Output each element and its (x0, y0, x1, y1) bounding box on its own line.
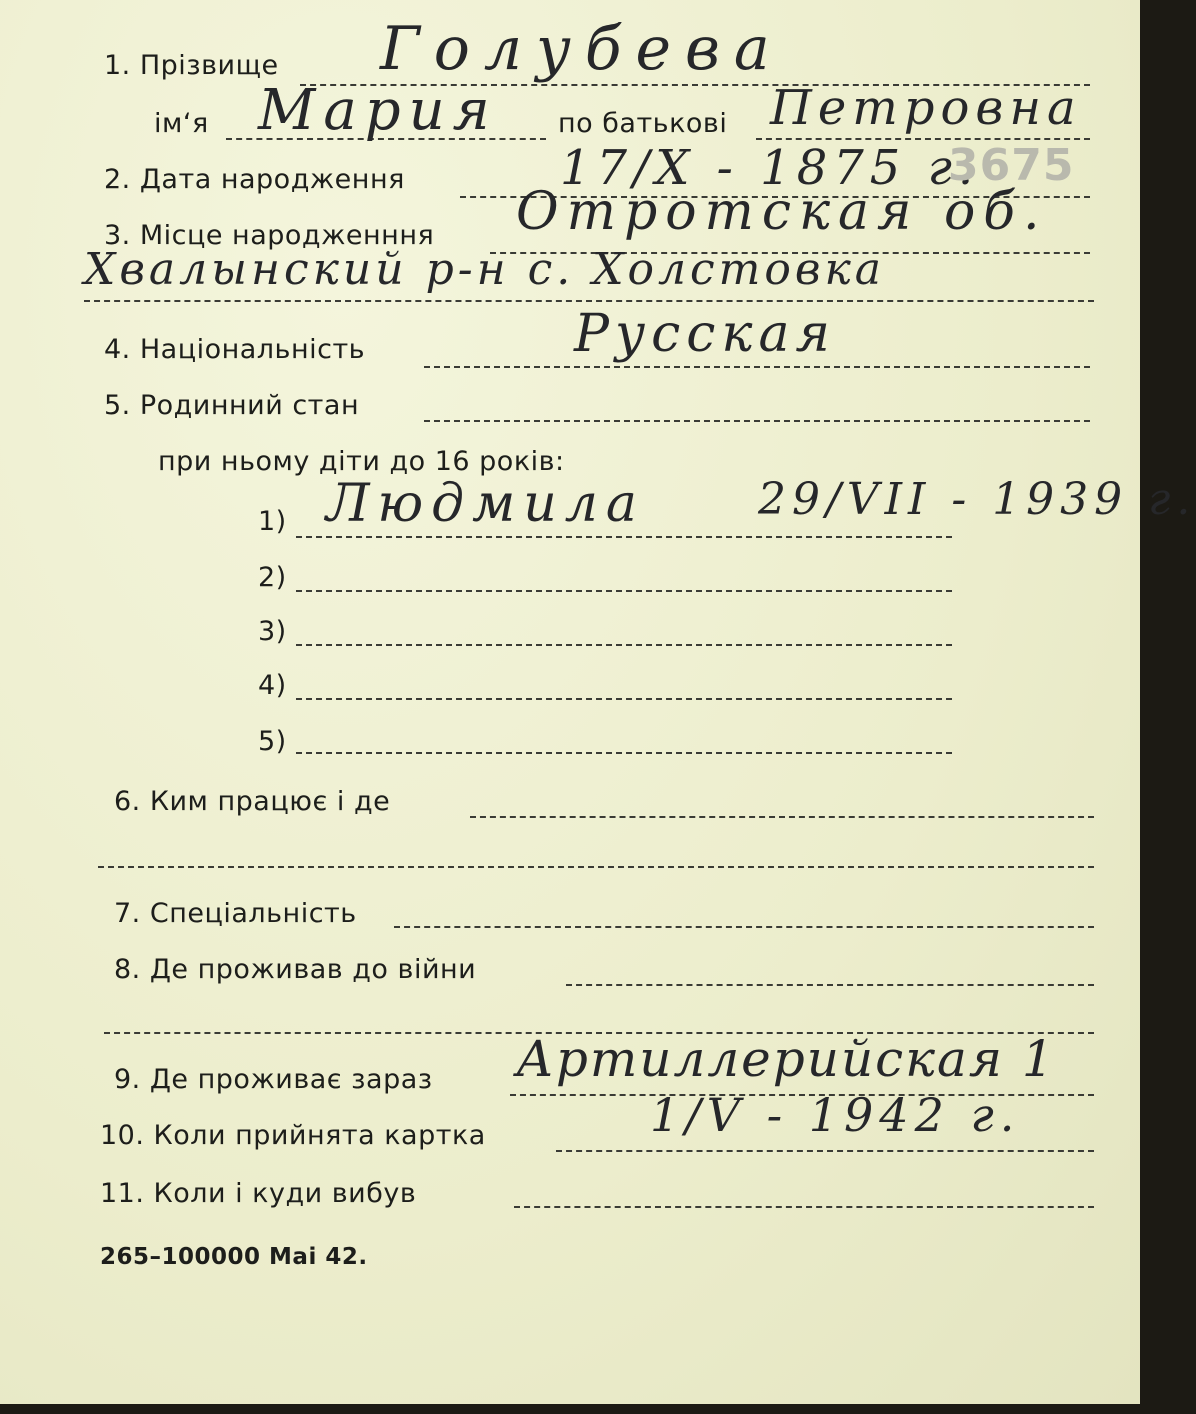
hw-child-1-name: Людмила (326, 474, 645, 534)
label-current-residence: 9. Де проживає зараз (114, 1064, 433, 1095)
hw-card-accepted: 1/V - 1942 г. (650, 1088, 1021, 1142)
print-code: 265–100000 Mai 42. (100, 1244, 368, 1270)
hw-birthplace-line-2: Хвалынский р-н с. Холстовка (84, 244, 885, 295)
line-marital-status (424, 420, 1090, 422)
child-line-1 (296, 536, 952, 538)
label-marital-status: 5. Родинний стан (104, 390, 360, 421)
hw-surname: Голубева (380, 14, 784, 84)
label-prewar-residence: 8. Де проживав до війни (114, 954, 477, 985)
line-specialty (394, 926, 1094, 928)
hw-child-1-date: 29/VII - 1939 г. (758, 474, 1196, 525)
line-occupation-cont (98, 866, 1094, 868)
line-prewar-residence (566, 984, 1094, 986)
line-departure (514, 1206, 1094, 1208)
child-line-5 (296, 752, 952, 754)
hw-birthplace-line-1: Отротская об. (516, 182, 1048, 242)
hw-birth-date: 17/X - 1875 г. (560, 140, 980, 196)
label-occupation: 6. Ким працює і де (114, 786, 391, 817)
label-surname: 1. Прізвище (104, 50, 279, 81)
label-specialty: 7. Спеціальність (114, 898, 357, 929)
hw-current-residence: Артиллерийская 1 (516, 1030, 1056, 1088)
child-number-1: 1) (258, 506, 287, 537)
line-nationality (424, 366, 1090, 368)
pencil-archive-number: 3675 (948, 140, 1075, 191)
label-birthplace: 3. Місце народженння (104, 220, 435, 251)
label-children: при ньому діти до 16 років: (158, 446, 565, 477)
hw-first-name: Мария (258, 78, 498, 143)
child-line-2 (296, 590, 952, 592)
line-card-accepted (556, 1150, 1094, 1152)
child-line-4 (296, 698, 952, 700)
hw-nationality: Русская (574, 304, 836, 364)
child-line-3 (296, 644, 952, 646)
label-nationality: 4. Національність (104, 334, 366, 365)
hw-patronymic: Петровна (770, 80, 1082, 136)
child-number-2: 2) (258, 562, 287, 593)
label-birth-date: 2. Дата народження (104, 164, 405, 195)
label-patronymic: по батькові (558, 108, 728, 139)
line-occupation (470, 816, 1094, 818)
line-birthplace-cont (84, 300, 1094, 302)
label-card-accepted: 10. Коли прийнята картка (100, 1120, 486, 1151)
label-departure: 11. Коли і куди вибув (100, 1178, 417, 1209)
child-number-4: 4) (258, 670, 287, 701)
child-number-3: 3) (258, 616, 287, 647)
label-first-name: ім‘я (154, 108, 209, 139)
child-number-5: 5) (258, 726, 287, 757)
